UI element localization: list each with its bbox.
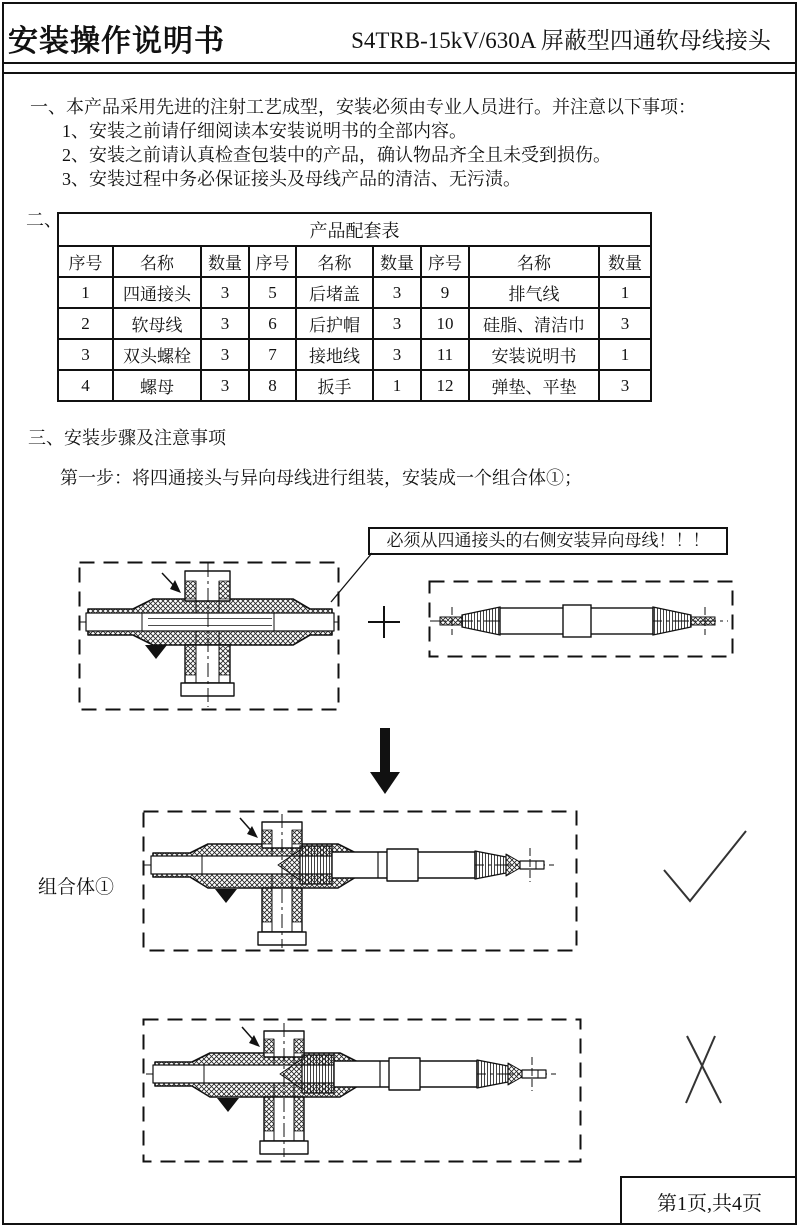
assembly-incorrect-diagram [142, 1018, 582, 1163]
note-item-3: 3、安装过程中务必保证接头及母线产品的清洁、无污渍。 [62, 169, 521, 189]
callout-text: 必须从四通接头的右侧安装异向母线！！！ [386, 531, 710, 550]
table-cell: 排气线 [469, 277, 599, 308]
table-header-cell: 序号 [249, 246, 296, 277]
table-cell: 四通接头 [113, 277, 201, 308]
product-title: S4TRB-15kV/630A 屏蔽型四通软母线接头 [351, 28, 771, 53]
table-row [58, 277, 651, 308]
assembly-correct-diagram [142, 810, 578, 952]
table-row [58, 339, 651, 370]
assembly-label: 组合体① [38, 877, 115, 898]
table-cell: 安装说明书 [469, 339, 599, 370]
doc-title: 安装操作说明书 [8, 25, 225, 58]
table-cell: 5 [249, 277, 296, 308]
header-divider [4, 62, 795, 74]
table-cell: 6 [249, 308, 296, 339]
table-cell: 螺母 [113, 370, 201, 401]
table-cell: 双头螺栓 [113, 339, 201, 370]
table-cell: 后护帽 [296, 308, 373, 339]
table-cell: 1 [599, 339, 651, 370]
table-cell: 9 [421, 277, 469, 308]
table-row [58, 370, 651, 401]
table-cell: 3 [201, 277, 249, 308]
table-header-cell: 序号 [421, 246, 469, 277]
table-cell: 1 [373, 370, 421, 401]
table-cell: 3 [201, 308, 249, 339]
table-cell: 扳手 [296, 370, 373, 401]
check-icon [650, 820, 755, 910]
table-cell: 硅脂、清洁巾 [469, 308, 599, 339]
section-one-heading: 一、本产品采用先进的注射工艺成型，安装必须由专业人员进行。并注意以下事项： [30, 97, 696, 117]
table-header-cell: 名称 [469, 246, 599, 277]
table-cell: 软母线 [113, 308, 201, 339]
footer-page-text: 第1页,共4页 [657, 1193, 762, 1215]
parts-table-title: 产品配套表 [58, 213, 651, 246]
section-three-heading: 三、安装步骤及注意事项 [28, 428, 226, 448]
table-cell: 弹垫、平垫 [469, 370, 599, 401]
footer-page-box [620, 1176, 797, 1225]
note-item-2: 2、安装之前请认真检查包装中的产品，确认物品齐全且未受到损伤。 [62, 145, 611, 165]
table-header-cell: 序号 [58, 246, 113, 277]
table-cell: 1 [599, 277, 651, 308]
table-cell: 8 [249, 370, 296, 401]
table-cell: 后堵盖 [296, 277, 373, 308]
table-row [58, 308, 651, 339]
parts-table [57, 212, 652, 402]
table-cell: 3 [373, 277, 421, 308]
table-cell: 12 [421, 370, 469, 401]
table-cell: 2 [58, 308, 113, 339]
table-cell: 3 [373, 308, 421, 339]
table-cell: 11 [421, 339, 469, 370]
table-header-cell: 名称 [296, 246, 373, 277]
busbar-diagram [428, 580, 734, 658]
fourway-connector-diagram [78, 561, 340, 711]
table-cell: 3 [58, 339, 113, 370]
down-arrow-icon [366, 728, 404, 798]
table-header-cell: 数量 [201, 246, 249, 277]
table-header-cell: 名称 [113, 246, 201, 277]
table-cell: 3 [201, 370, 249, 401]
table-header-cell: 数量 [373, 246, 421, 277]
x-icon [672, 1028, 728, 1108]
plus-icon [366, 604, 402, 640]
table-cell: 3 [599, 308, 651, 339]
table-cell: 接地线 [296, 339, 373, 370]
table-cell: 4 [58, 370, 113, 401]
note-item-1: 1、安装之前请仔细阅读本安装说明书的全部内容。 [62, 121, 467, 141]
table-cell: 10 [421, 308, 469, 339]
table-cell: 7 [249, 339, 296, 370]
table-cell: 3 [373, 339, 421, 370]
section-two-label: 二、 [26, 210, 62, 230]
table-cell: 3 [201, 339, 249, 370]
table-cell: 1 [58, 277, 113, 308]
callout-box [368, 527, 728, 555]
step-one-text: 第一步：将四通接头与异向母线进行组装，安装成一个组合体①； [60, 468, 582, 488]
table-header-cell: 数量 [599, 246, 651, 277]
table-cell: 3 [599, 370, 651, 401]
